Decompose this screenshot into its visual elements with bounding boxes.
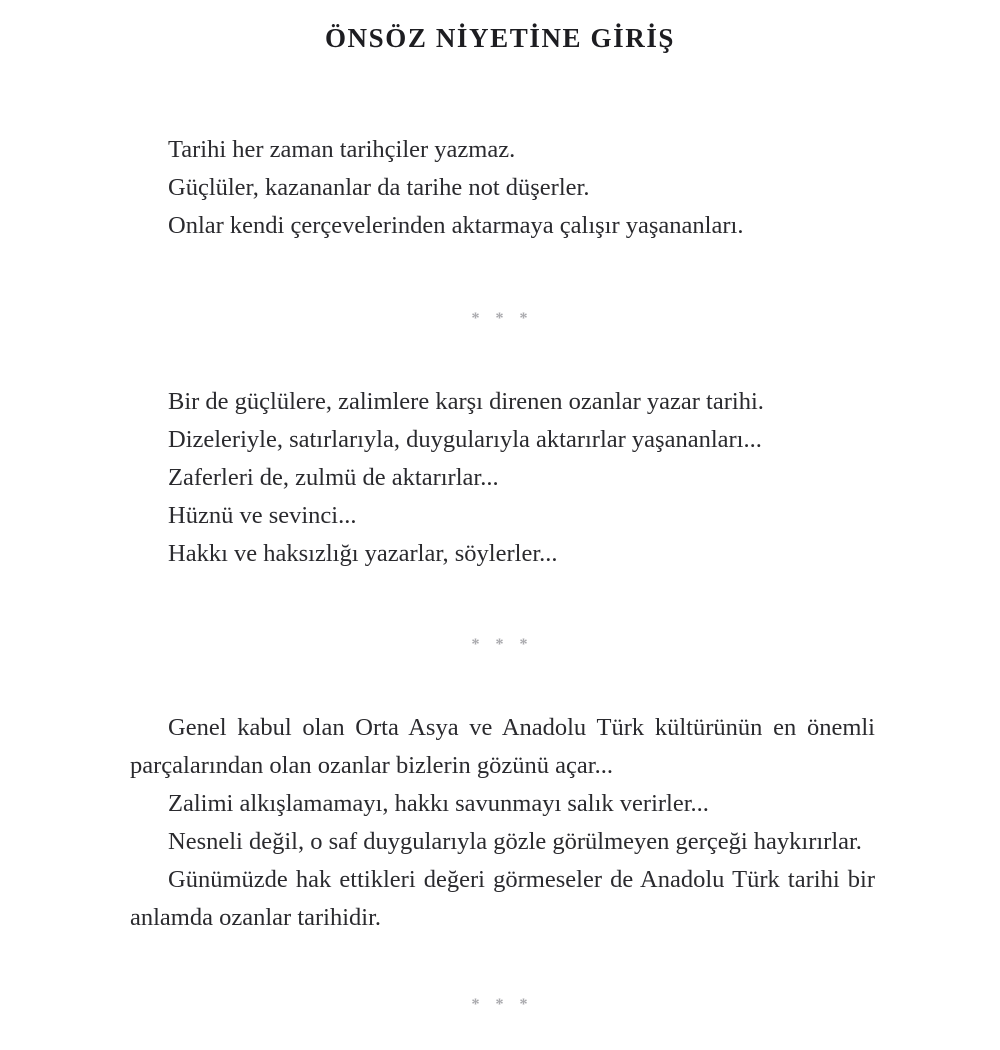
verse-line: Hakkı ve haksızlığı yazarlar, söylerler... [168,540,558,567]
verse-line: Onlar kendi çerçevelerinden aktarmaya çalışır yaşananları. [168,212,744,239]
verse-line: Tarihi her zaman tarihçiler yazmaz. [168,136,516,163]
verse-line: Güçlüler, kazananlar da tarihe not düşerler. [168,174,590,201]
verse-line: Bir de güçlülere, zalimlere karşı direnen ozanlar yazar tarihi. [168,388,764,415]
paragraph: Günümüzde hak ettikleri değeri görmeseler de Anadolu Türk tarihi bir anlamda ozanlar tarihidir. [130,866,875,931]
section-separator-two: * * * [471,636,534,653]
verse-line: Hüznü ve sevinci... [168,502,357,529]
spacer [130,937,875,997]
spacer [130,245,875,311]
page-title: ÖNSÖZ NİYETİNE GİRİŞ [324,23,676,53]
paragraph: Zalimi alkışlamamayı, hakkı savunmayı salık verirler... [168,790,709,817]
section-separator-one: * * * [471,310,534,327]
section-separator-three: * * * [471,996,534,1013]
paragraph: Genel kabul olan Orta Asya ve Anadolu Türk kültürünün en önemli parçalarından olan ozanlar bizlerin gözünü açar... [130,714,875,779]
stanza-one [130,131,875,245]
verse-line: Zaferleri de, zulmü de aktarırlar... [168,464,499,491]
stanza-two [130,383,875,573]
spacer [130,573,875,637]
stanza-three [130,709,875,937]
spacer [130,653,875,709]
verse-line: Dizeleriyle, satırlarıyla, duygularıyla aktarırlar yaşananları... [168,426,762,453]
paragraph: Nesneli değil, o saf duygularıyla gözle görülmeyen gerçeği haykırırlar. [168,828,862,855]
spacer [130,327,875,383]
text-column [130,131,875,1013]
